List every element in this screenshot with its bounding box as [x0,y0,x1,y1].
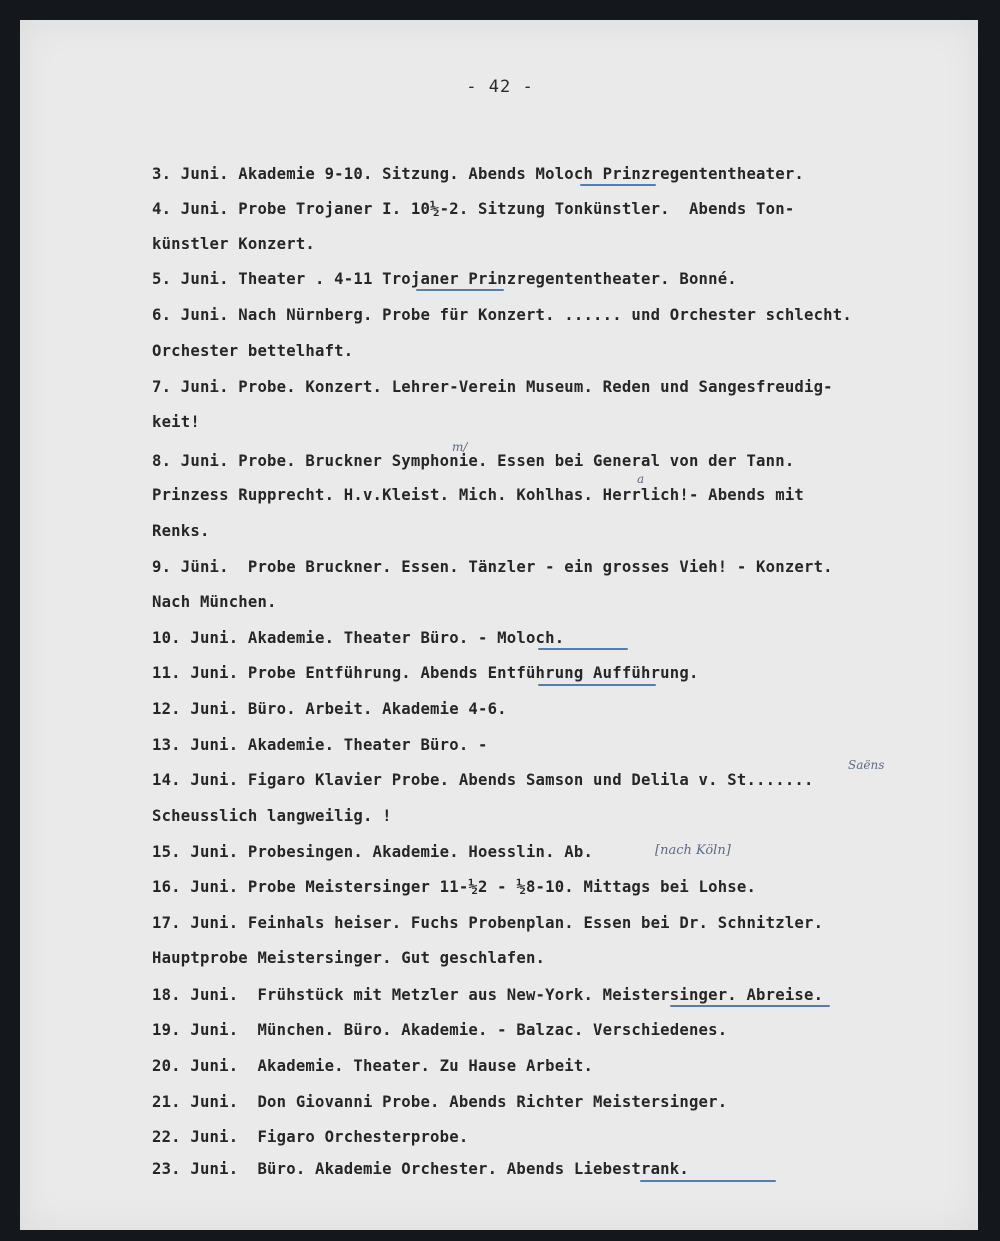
diary-line: 11. Juni. Probe Entführung. Abends Entführung Aufführung. [152,664,699,682]
handwritten-note: Saëns [848,758,885,772]
diary-line: 18. Juni. Frühstück mit Metzler aus New-York. Meistersinger. Abreise. [152,986,824,1004]
diary-line: 13. Juni. Akademie. Theater Büro. - [152,736,488,754]
diary-line: 12. Juni. Büro. Arbeit. Akademie 4-6. [152,700,507,718]
diary-line: 14. Juni. Figaro Klavier Probe. Abends Samson und Delila v. St....... [152,771,814,789]
diary-line: 5. Juni. Theater . 4-11 Trojaner Prinzregententheater. Bonné. [152,270,737,288]
diary-line: 23. Juni. Büro. Akademie Orchester. Abends Liebestrank. [152,1160,689,1178]
diary-line: keit! [152,413,200,431]
diary-line: 15. Juni. Probesingen. Akademie. Hoesslin. Ab. [152,843,594,861]
underline-trojaner [416,289,504,291]
diary-line: 17. Juni. Feinhals heiser. Fuchs Probenplan. Essen bei Dr. Schnitzler. [152,914,824,932]
diary-line: 6. Juni. Nach Nürnberg. Probe für Konzert. ...... und Orchester schlecht. [152,306,852,324]
diary-line: 22. Juni. Figaro Orchesterprobe. [152,1128,469,1146]
diary-line: 7. Juni. Probe. Konzert. Lehrer-Verein Museum. Reden und Sangesfreudig- [152,378,833,396]
underline-liebestrank [640,1180,776,1182]
diary-line: künstler Konzert. [152,235,315,253]
diary-line: 10. Juni. Akademie. Theater Büro. - Moloch. [152,629,565,647]
underline-entfuehrung [538,684,656,686]
diary-line: 19. Juni. München. Büro. Akademie. - Balzac. Verschiedenes. [152,1021,728,1039]
underline-moloch-2 [538,648,628,650]
diary-line: 9. Jüni. Probe Bruckner. Essen. Tänzler - ein grosses Vieh! - Konzert. [152,558,833,576]
diary-line: Prinzess Rupprecht. H.v.Kleist. Mich. Kohlhas. Herrlich!- Abends mit [152,486,804,504]
page-number: - 42 - [466,77,534,97]
diary-line: Orchester bettelhaft. [152,342,354,360]
diary-line: 8. Juni. Probe. Bruckner Symphonie. Essen bei General von der Tann. [152,452,795,470]
diary-line: 4. Juni. Probe Trojaner I. 10½-2. Sitzung Tonkünstler. Abends Ton- [152,200,795,218]
diary-line: 16. Juni. Probe Meistersinger 11-½2 - ½8-10. Mittags bei Lohse. [152,878,757,896]
diary-line: Renks. [152,522,210,540]
diary-line: 20. Juni. Akademie. Theater. Zu Hause Arbeit. [152,1057,594,1075]
handwritten-correction: m/ [452,440,468,454]
diary-line: 3. Juni. Akademie 9-10. Sitzung. Abends Moloch Prinzregententheater. [152,165,804,183]
handwritten-note: [nach Köln] [655,843,731,858]
underline-moloch [580,184,656,186]
diary-line: Scheusslich langweilig. ! [152,807,392,825]
diary-line: Nach München. [152,593,277,611]
diary-line: 21. Juni. Don Giovanni Probe. Abends Richter Meistersinger. [152,1093,728,1111]
diary-line: Hauptprobe Meistersinger. Gut geschlafen. [152,949,546,967]
handwritten-correction: a [637,472,645,486]
underline-meistersinger [670,1005,830,1007]
